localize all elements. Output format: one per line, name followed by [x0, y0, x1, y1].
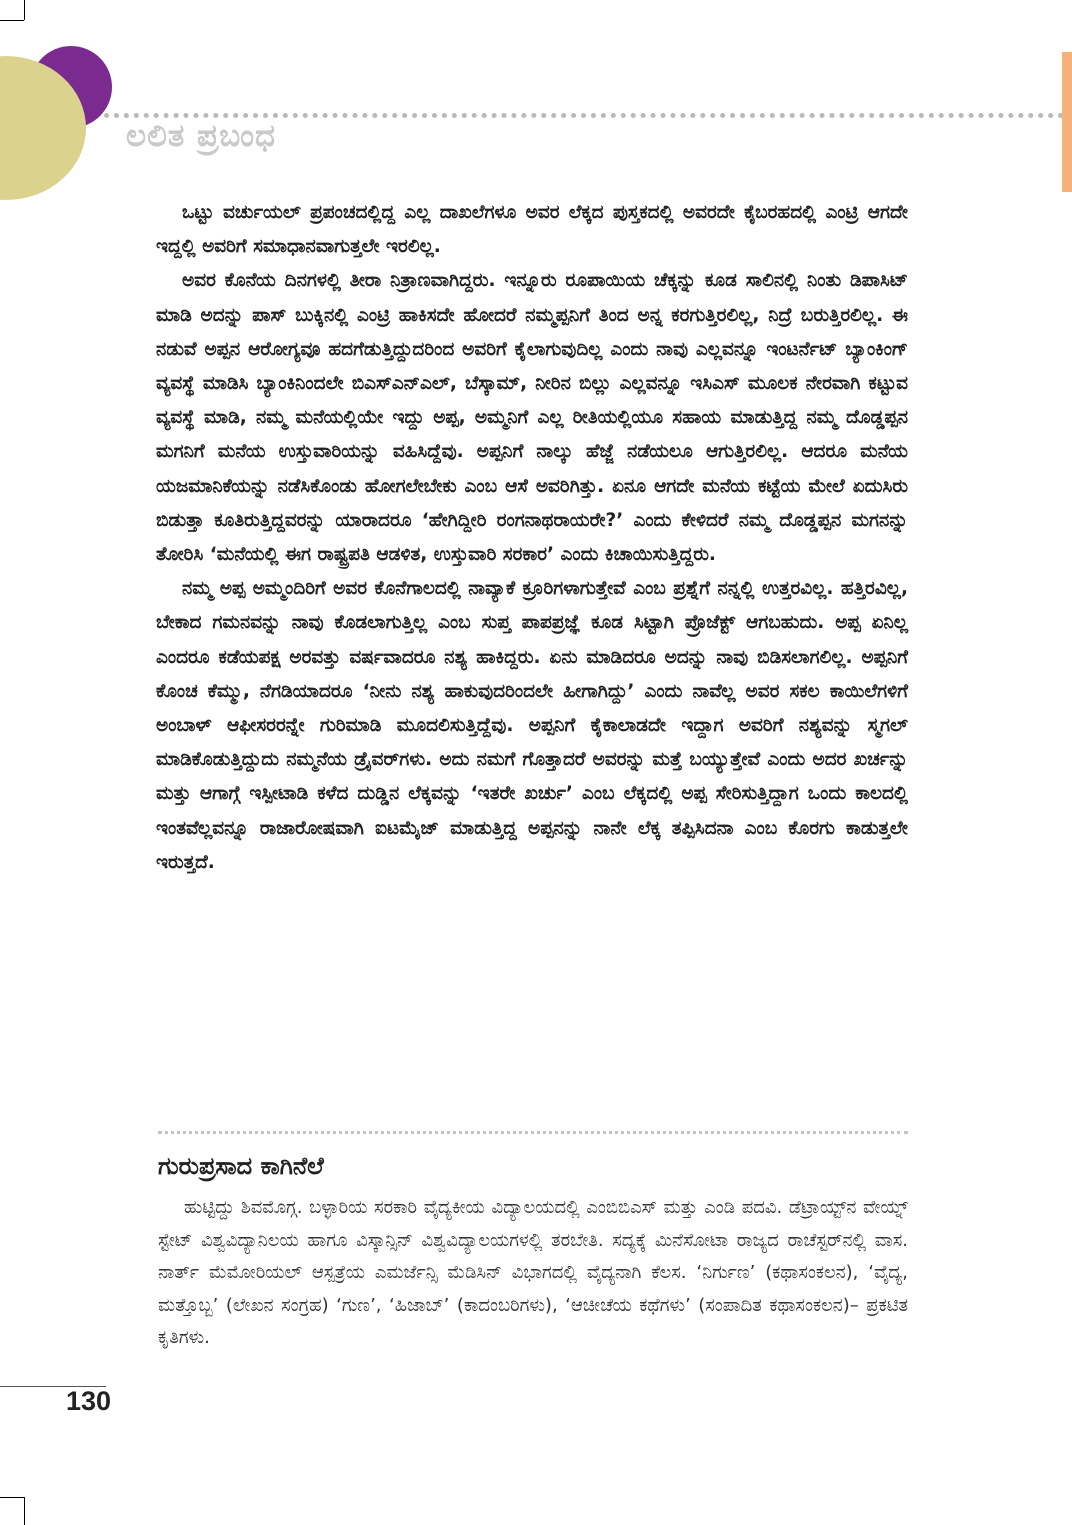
essay-body	[156, 196, 908, 880]
crop-mark-bottom-left-h	[0, 1497, 24, 1498]
author-bio	[158, 1192, 908, 1355]
decorative-orange-tab	[1062, 52, 1072, 192]
section-separator	[158, 1131, 908, 1134]
crop-mark-bottom-left-v	[24, 1497, 25, 1525]
essay-paragraph: ನಮ್ಮ ಅಪ್ಪ ಅಮ್ಮಂದಿರಿಗೆ ಅವರ ಕೊನೆಗಾಲದಲ್ಲಿ ನಾವ್ಯಾಕೆ ಕ್ರೂರಿಗಳಾಗುತ್ತೇವೆ ಎಂಬ ಪ್ರಶ್ನೆಗೆ ನನ್ನಲ್ಲಿ ಉತ್ತರವಿಲ್ಲ. ಹತ್ತಿರವಿಲ್ಲ, ಬೇಕಾದ ಗಮನವನ್ನು ನಾವು ಕೊಡಲಾಗುತ್ತಿಲ್ಲ ಎಂಬ ಸುಪ್ತ ಪಾಪಪ್ರಜ್ಞೆ ಕೂಡ ಸಿಟ್ಟಾಗಿ ಪ್ರೊಜೆಕ್ಟ್ ಆಗಬಹುದು. ಅಪ್ಪ ಏನಿಲ್ಲ ಎಂದರೂ ಕಡೆಯಪಕ್ಷ ಅರವತ್ತು ವರ್ಷವಾದರೂ ನಶ್ಯ ಹಾಕಿದ್ದರು. ಏನು ಮಾಡಿದರೂ ಅದನ್ನು ನಾವು ಬಿಡಿಸಲಾಗಲಿಲ್ಲ. ಅಪ್ಪನಿಗೆ ಕೊಂಚ ಕೆಮ್ಮು, ನೆಗಡಿಯಾದರೂ ‘ನೀನು ನಶ್ಯ ಹಾಕುವುದರಿಂದಲೇ ಹೀಗಾಗಿದ್ದು’ ಎಂದು ನಾವೆಲ್ಲ ಅವರ ಸಕಲ ಕಾಯಿಲೆಗಳಿಗೆ ಅಂಬಾಳ್ ಆಫೀಸರರನ್ನೇ ಗುರಿಮಾಡಿ ಮೂದಲಿಸುತ್ತಿದ್ದೆವು. ಅಪ್ಪನಿಗೆ ಕೈಕಾಲಾಡದೇ ಇದ್ದಾಗ ಅವರಿಗೆ ನಶ್ಯವನ್ನು ಸ್ಮಗಲ್ ಮಾಡಿಕೊಡುತ್ತಿದ್ದುದು ನಮ್ಮನೆಯ ಡ್ರೈವರ್‌ಗಳು. ಅದು ನಮಗೆ ಗೊತ್ತಾದರೆ ಅವರನ್ನು ಮತ್ತೆ ಬಯ್ಯುತ್ತೇವೆ ಎಂದು ಅದರ ಖರ್ಚನ್ನು ಮತ್ತು ಆಗಾಗ್ಗೆ ಇಸ್ಪೀಟಾಡಿ ಕಳೆದ ದುಡ್ಡಿನ ಲೆಕ್ಕವನ್ನು ‘ಇತರೇ ಖರ್ಚು’ ಎಂಬ ಲೆಕ್ಕದಲ್ಲಿ ಅಪ್ಪ ಸೇರಿಸುತ್ತಿದ್ದಾಗ ಒಂದು ಕಾಲದಲ್ಲಿ ಇಂತವೆಲ್ಲವನ್ನೂ ರಾಜಾರೋಷವಾಗಿ ಐಟಮೈಜ್ ಮಾಡುತ್ತಿದ್ದ ಅಪ್ಪನನ್ನು ನಾನೇ ಲೆಕ್ಕ ತಪ್ಪಿಸಿದನಾ ಎಂಬ ಕೊರಗು ಕಾಡುತ್ತಲೇ ಇರುತ್ತದೆ.	[156, 578, 908, 873]
essay-paragraph: ಒಟ್ಟು ವರ್ಚುಯಲ್ ಪ್ರಪಂಚದಲ್ಲಿದ್ದ ಎಲ್ಲ ದಾಖಲೆಗಳೂ ಅವರ ಲೆಕ್ಕದ ಪುಸ್ತಕದಲ್ಲಿ ಅವರದೇ ಕೈಬರಹದಲ್ಲಿ ಎಂಟ್ರಿ ಆಗದೇ ಇದ್ದಲ್ಲಿ ಅವರಿಗೆ ಸಮಾಧಾನವಾಗುತ್ತಲೇ ಇರಲಿಲ್ಲ.	[156, 202, 908, 258]
crop-mark-top-left-h	[0, 20, 24, 21]
essay-paragraph: ಅವರ ಕೊನೆಯ ದಿನಗಳಲ್ಲಿ ತೀರಾ ನಿತ್ರಾಣವಾಗಿದ್ದರು. ಇನ್ನೂರು ರೂಪಾಯಿಯ ಚೆಕ್ಕನ್ನು ಕೂಡ ಸಾಲಿನಲ್ಲಿ ನಿಂತು ಡಿಪಾಸಿಟ್ ಮಾಡಿ ಅದನ್ನು ಪಾಸ್ ಬುಕ್ಕಿನಲ್ಲಿ ಎಂಟ್ರಿ ಹಾಕಿಸದೇ ಹೋದರೆ ನಮ್ಮಪ್ಪನಿಗೆ ತಿಂದ ಅನ್ನ ಕರಗುತ್ತಿರಲಿಲ್ಲ, ನಿದ್ರೆ ಬರುತ್ತಿರಲಿಲ್ಲ. ಈ ನಡುವೆ ಅಪ್ಪನ ಆರೋಗ್ಯವೂ ಹದಗೆಡುತ್ತಿದ್ದುದರಿಂದ ಅವರಿಗೆ ಕೈಲಾಗುವುದಿಲ್ಲ ಎಂದು ನಾವು ಎಲ್ಲವನ್ನೂ ಇಂಟರ್ನೆಟ್ ಬ್ಯಾಂಕಿಂಗ್ ವ್ಯವಸ್ಥೆ ಮಾಡಿಸಿ ಬ್ಯಾಂಕಿನಿಂದಲೇ ಬಿಎಸ್ಎನ್ಎಲ್, ಬೆಸ್ಕಾಮ್, ನೀರಿನ ಬಿಲ್ಲು ಎಲ್ಲವನ್ನೂ ಇಸಿಎಸ್ ಮೂಲಕ ನೇರವಾಗಿ ಕಟ್ಟುವ ವ್ಯವಸ್ಥೆ ಮಾಡಿ, ನಮ್ಮ ಮನೆಯಲ್ಲಿಯೇ ಇದ್ದು ಅಪ್ಪ, ಅಮ್ಮನಿಗೆ ಎಲ್ಲ ರೀತಿಯಲ್ಲಿಯೂ ಸಹಾಯ ಮಾಡುತ್ತಿದ್ದ ನಮ್ಮ ದೊಡ್ಡಪ್ಪನ ಮಗನಿಗೆ ಮನೆಯ ಉಸ್ತುವಾರಿಯನ್ನು ವಹಿಸಿದ್ದೆವು. ಅಪ್ಪನಿಗೆ ನಾಲ್ಕು ಹೆಜ್ಜೆ ನಡೆಯಲೂ ಆಗುತ್ತಿರಲಿಲ್ಲ. ಆದರೂ ಮನೆಯ ಯಜಮಾನಿಕೆಯನ್ನು ನಡೆಸಿಕೊಂಡು ಹೋಗಲೇಬೇಕು ಎಂಬ ಆಸೆ ಅವರಿಗಿತ್ತು. ಏನೂ ಆಗದೇ ಮನೆಯ ಕಟ್ಟೆಯ ಮೇಲೆ ಏದುಸಿರು ಬಿಡುತ್ತಾ ಕೂತಿರುತ್ತಿದ್ದವರನ್ನು ಯಾರಾದರೂ ‘ಹೇಗಿದ್ದೀರಿ ರಂಗನಾಥರಾಯರೇ?’ ಎಂದು ಕೇಳಿದರೆ ನಮ್ಮ ದೊಡ್ಡಪ್ಪನ ಮಗನನ್ನು ತೋರಿಸಿ ‘ಮನೆಯಲ್ಲಿ ಈಗ ರಾಷ್ಟ್ರಪತಿ ಆಡಳಿತ, ಉಸ್ತುವಾರಿ ಸರಕಾರ’ ಎಂದು ಕಿಚಾಯಿಸುತ್ತಿದ್ದರು.	[156, 270, 908, 566]
section-title: ಲಲಿತ ಪ್ರಬಂಧ	[126, 118, 277, 154]
author-name: ಗುರುಪ್ರಸಾದ ಕಾಗಿನೆಲೆ	[158, 1152, 324, 1180]
page-number: 130	[66, 1386, 112, 1416]
crop-mark-top-left-v	[24, 0, 25, 20]
author-bio-text: ಹುಟ್ಟಿದ್ದು ಶಿವಮೊಗ್ಗ. ಬಳ್ಳಾರಿಯ ಸರಕಾರಿ ವೈದ್ಯಕೀಯ ವಿದ್ಯಾಲಯದಲ್ಲಿ ಎಂಬಿಬಿಎಸ್ ಮತ್ತು ಎಂಡಿ ಪದವಿ. ಡೆಟ್ರಾಯ್ಟ್‌ನ ವೇಯ್ನ್ ಸ್ಟೇಟ್ ವಿಶ್ವವಿದ್ಯಾನಿಲಯ ಹಾಗೂ ವಿಸ್ಕಾನ್ಸಿನ್ ವಿಶ್ವವಿದ್ಯಾಲಯಗಳಲ್ಲಿ ತರಬೇತಿ. ಸದ್ಯಕ್ಕೆ ಮಿನೆಸೋಟಾ ರಾಜ್ಯದ ರಾಚೆಸ್ಟರ್‌ನಲ್ಲಿ ವಾಸ. ನಾರ್ತ್ ಮೆಮೋರಿಯಲ್ ಆಸ್ಪತ್ರೆಯ ಎಮರ್ಜೆನ್ಸಿ ಮೆಡಿಸಿನ್ ವಿಭಾಗದಲ್ಲಿ ವೈದ್ಯನಾಗಿ ಕೆಲಸ. ‘ನಿರ್ಗುಣ’ (ಕಥಾಸಂಕಲನ), ‘ವೈದ್ಯ, ಮತ್ತೊಬ್ಬ’ (ಲೇಖನ ಸಂಗ್ರಹ) ‘ಗುಣ’, ‘ಹಿಜಾಬ್’ (ಕಾದಂಬರಿಗಳು), ‘ಆಚೀಚೆಯ ಕಥೆಗಳು’ (ಸಂಪಾದಿತ ಕಥಾಸಂಕಲನ)– ಪ್ರಕಟಿತ ಕೃತಿಗಳು.	[158, 1197, 908, 1348]
